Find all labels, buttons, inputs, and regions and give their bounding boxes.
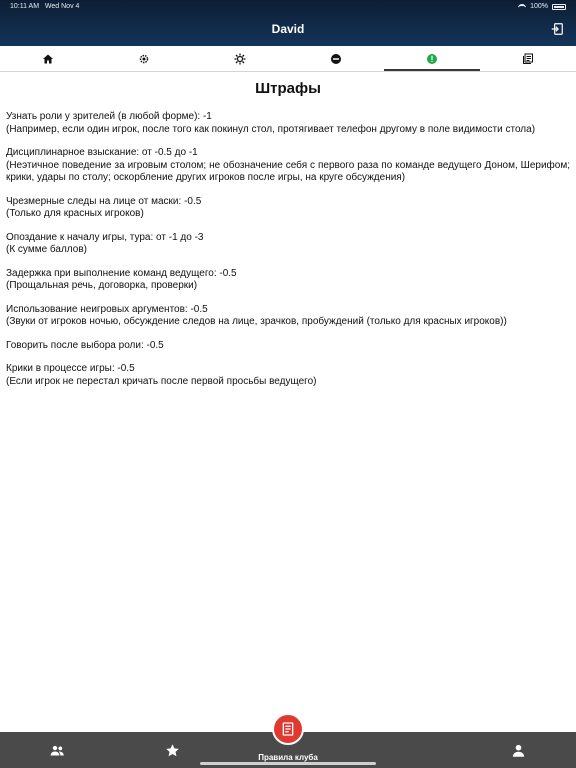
rule-detail: (Прощальная речь, договорка, проверки)	[6, 280, 198, 291]
rule-main: Крики в процессе игры: -0.5	[6, 363, 135, 374]
rule-item	[6, 268, 570, 293]
status-bar	[10, 3, 566, 13]
club-rules-label: Правила клуба	[258, 753, 318, 762]
tab-library[interactable]	[480, 46, 576, 71]
bottom-tab-profile[interactable]	[461, 732, 576, 768]
rule-main: Дисциплинарное взыскание: от -0.5 до -1	[6, 147, 198, 158]
gear-icon	[138, 53, 150, 65]
club-rules-button[interactable]	[272, 713, 304, 745]
rule-main: Опоздание к началу игры, тура: от -1 до -3	[6, 231, 204, 243]
penalties-content	[6, 80, 570, 399]
rule-main: Чрезмерные следы на лице от маски: -0.5	[6, 195, 202, 207]
rule-main: Узнать роли у зрителей (в любой форме): -1	[6, 111, 212, 122]
rule-main: Задержка при выполнение команд ведущего: -0.5	[6, 267, 237, 279]
header-title: David	[271, 22, 305, 36]
tab-stop[interactable]	[288, 46, 384, 71]
bottom-tab-bar	[0, 732, 576, 768]
tab-settings[interactable]	[96, 46, 192, 71]
rule-item	[6, 111, 570, 136]
rule-detail: (Звуки от игроков ночью, обсуждение следов на лице, зрачков, пробуждений (только для красных игроков))	[6, 316, 507, 327]
top-tab-bar	[0, 46, 576, 72]
battery-percent: 100%	[530, 3, 548, 10]
status-right	[518, 3, 566, 10]
tab-penalties[interactable]	[384, 46, 480, 71]
tab-day[interactable]	[192, 46, 288, 71]
bottom-tab-players[interactable]	[0, 732, 115, 768]
home-icon	[42, 53, 54, 65]
rule-detail: (Неэтичное поведение за игровым столом; не обозначение себя с первого раза по команде ведущего Доном, Шерифом; крики, удары по столу; оскорбление других игроков после игры, на круге обсуждения)	[6, 159, 570, 183]
wifi-icon	[518, 4, 526, 10]
rule-item	[6, 340, 570, 353]
rule-detail: (Если игрок не перестал кричать после первой просьбы ведущего)	[6, 375, 317, 387]
tab-home[interactable]	[0, 46, 96, 71]
page-title: Штрафы	[255, 80, 321, 97]
home-indicator	[200, 762, 376, 765]
exit-icon[interactable]	[550, 22, 564, 36]
rule-item	[6, 363, 570, 388]
rule-detail: (Только для красных игроков)	[6, 208, 144, 219]
status-time-date	[10, 3, 79, 10]
rules-document-icon	[280, 721, 296, 737]
user-icon	[511, 743, 526, 758]
minus-circle-icon	[330, 53, 342, 65]
status-time: 10:11 AM	[10, 3, 40, 10]
rule-main: Использование неигровых аргументов: -0.5	[6, 303, 208, 315]
rule-main: Говорить после выбора роли: -0.5	[6, 339, 164, 351]
library-icon	[522, 53, 534, 65]
star-icon	[165, 743, 180, 758]
sun-icon	[234, 53, 246, 65]
app-header	[0, 0, 576, 46]
warning-circle-icon	[426, 53, 438, 65]
rule-item	[6, 196, 570, 221]
rule-item	[6, 304, 570, 329]
users-icon	[50, 743, 65, 758]
rule-detail: (Например, если один игрок, после того как покинул стол, протягивает телефон другому в поле видимости стола)	[6, 123, 536, 135]
rule-item	[6, 232, 570, 257]
status-date: Wed Nov 4	[44, 3, 80, 10]
rule-detail: (К сумме баллов)	[6, 244, 87, 255]
rule-item	[6, 147, 570, 185]
battery-icon	[552, 4, 566, 10]
